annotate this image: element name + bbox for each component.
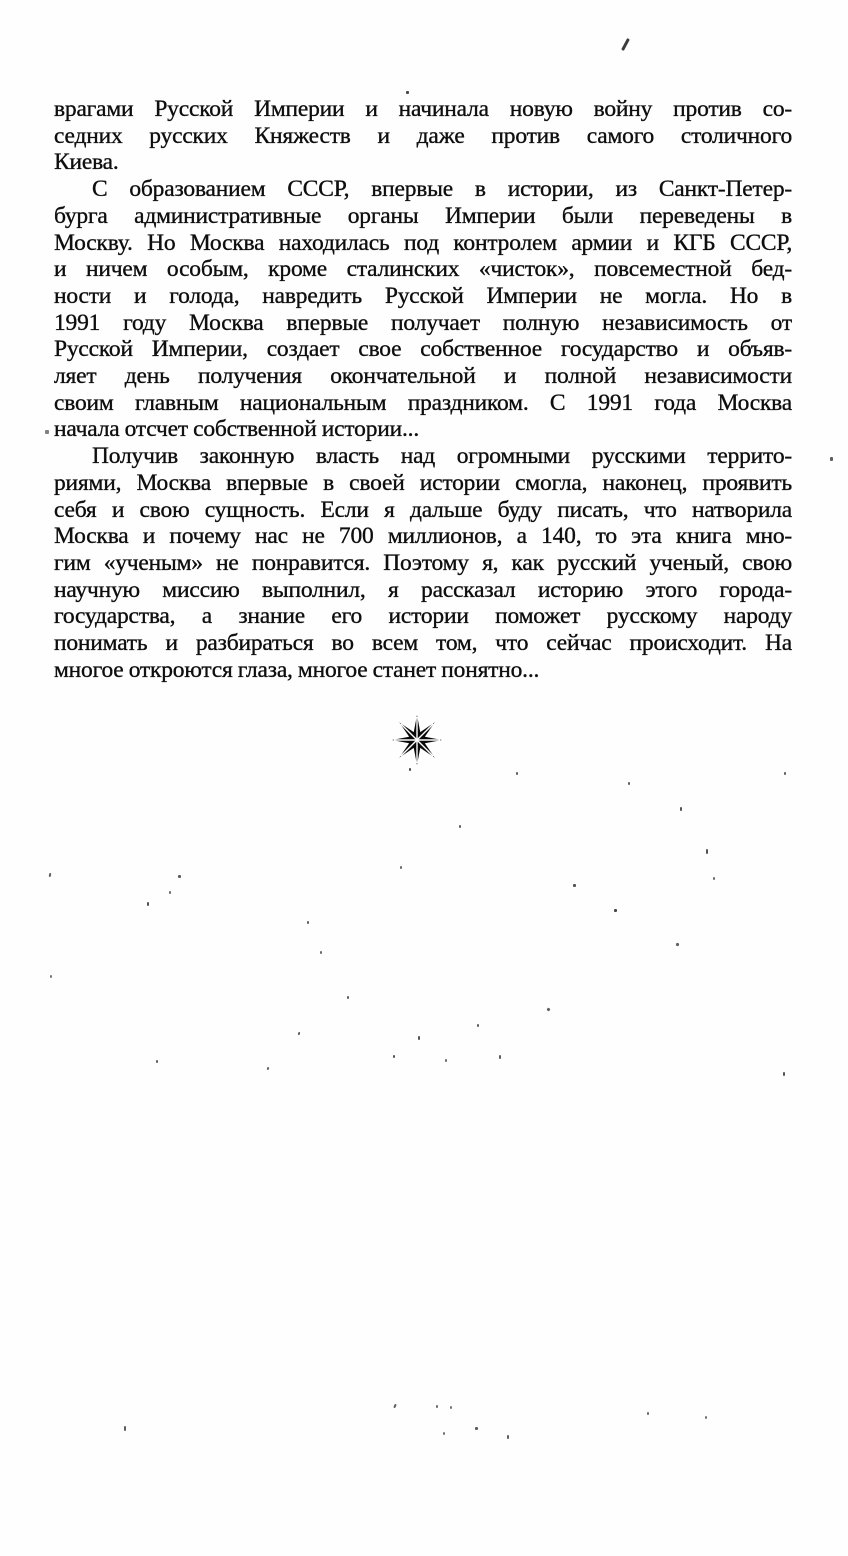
text-line: начала отсчет собственной истории... (54, 416, 420, 443)
scan-speck (406, 91, 409, 94)
text-line: седних русских Княжеств и даже против самого столичного (54, 122, 792, 149)
scan-speck (436, 1405, 438, 1408)
scan-speck (676, 943, 680, 947)
eight-pointed-star-icon (391, 714, 443, 766)
scan-speck (784, 772, 786, 775)
text-line: себя и свою сущность. Если я дальше буду писать, что натворила (54, 496, 792, 523)
scan-speck (393, 1055, 395, 1058)
text-line: Москва и почему нас не 700 миллионов, а 140, то эта книга мно- (54, 523, 792, 550)
text-line: многое откроются глаза, многое станет понятно... (54, 656, 540, 683)
scan-speck (178, 875, 181, 878)
scan-speck (400, 866, 402, 869)
text-line: научную миссию выполнил, я рассказал историю этого города- (54, 576, 792, 603)
paragraph (54, 443, 792, 683)
scan-speck (507, 1435, 509, 1439)
text-line: Киева. (54, 149, 119, 176)
scan-speck (499, 1055, 501, 1059)
paragraph (54, 176, 792, 443)
scan-speck (647, 1412, 649, 1415)
paragraph (54, 96, 792, 176)
text-line: бурга административные органы Империи были переведены в (54, 202, 792, 229)
scan-speck (393, 1404, 397, 1408)
scan-speck (475, 1427, 478, 1430)
scan-speck (783, 1072, 785, 1076)
text-line: ности и голода, навредить Русской Империи не могла. Но в (54, 282, 792, 309)
scan-speck (169, 891, 171, 894)
scan-speck (705, 1416, 707, 1419)
scan-speck (50, 975, 52, 978)
scan-speck (459, 825, 461, 828)
scan-speck (621, 38, 630, 51)
text-line: 1991 году Москва впервые получает полную независимость от (54, 309, 792, 336)
text-line: ляет день получения окончательной и полной независимости (54, 363, 792, 390)
text-line: Получив законную власть над огромными русскими террито- (92, 443, 792, 470)
scan-speck (706, 849, 708, 854)
scan-speck (418, 1036, 420, 1040)
scan-speck (573, 884, 576, 887)
scan-speck (713, 877, 715, 880)
scan-speck (156, 1060, 158, 1063)
text-line: риями, Москва впервые в своей истории смогла, наконец, проявить (54, 469, 792, 496)
scan-speck (477, 1024, 479, 1027)
text-line: Москву. Но Москва находилась под контролем армии и КГБ СССР, (54, 229, 792, 256)
scan-speck (516, 772, 518, 775)
scan-speck (147, 902, 149, 906)
scan-speck (450, 1406, 452, 1409)
scan-speck (347, 996, 349, 999)
scan-speck (614, 909, 617, 912)
text-line: С образованием СССР, впервые в истории, из Санкт-Петер- (92, 176, 792, 203)
text-line: гим «ученым» не понравится. Поэтому я, как русский ученый, свою (54, 549, 792, 576)
text-line: Русской Империи, создает свое собственное государство и объяв- (54, 336, 792, 363)
scan-speck (546, 1007, 550, 1011)
scan-speck (298, 1032, 301, 1035)
text-line: государства, а знание его истории поможет русскому народу (54, 603, 792, 630)
body-text (54, 96, 792, 683)
text-line: своим главным национальным праздником. С 1991 года Москва (54, 389, 792, 416)
scan-speck (49, 873, 52, 877)
scan-speck (124, 1426, 126, 1431)
text-line: и ничем особым, кроме сталинских «чисток», повсеместной бед- (54, 256, 792, 283)
text-line: врагами Русской Империи и начинала новую войну против со- (54, 96, 792, 122)
scan-speck (409, 768, 411, 771)
scan-speck (445, 1059, 447, 1062)
scan-speck (45, 430, 49, 434)
scan-speck (680, 807, 682, 811)
scan-speck (267, 1067, 270, 1071)
scan-speck (830, 457, 833, 461)
scan-speck (443, 1432, 445, 1435)
scan-speck (307, 921, 309, 924)
scan-speck (628, 782, 630, 785)
section-divider (391, 714, 443, 766)
text-line: понимать и разбираться во всем том, что сейчас происходит. На (54, 630, 792, 657)
scan-speck (320, 951, 322, 954)
